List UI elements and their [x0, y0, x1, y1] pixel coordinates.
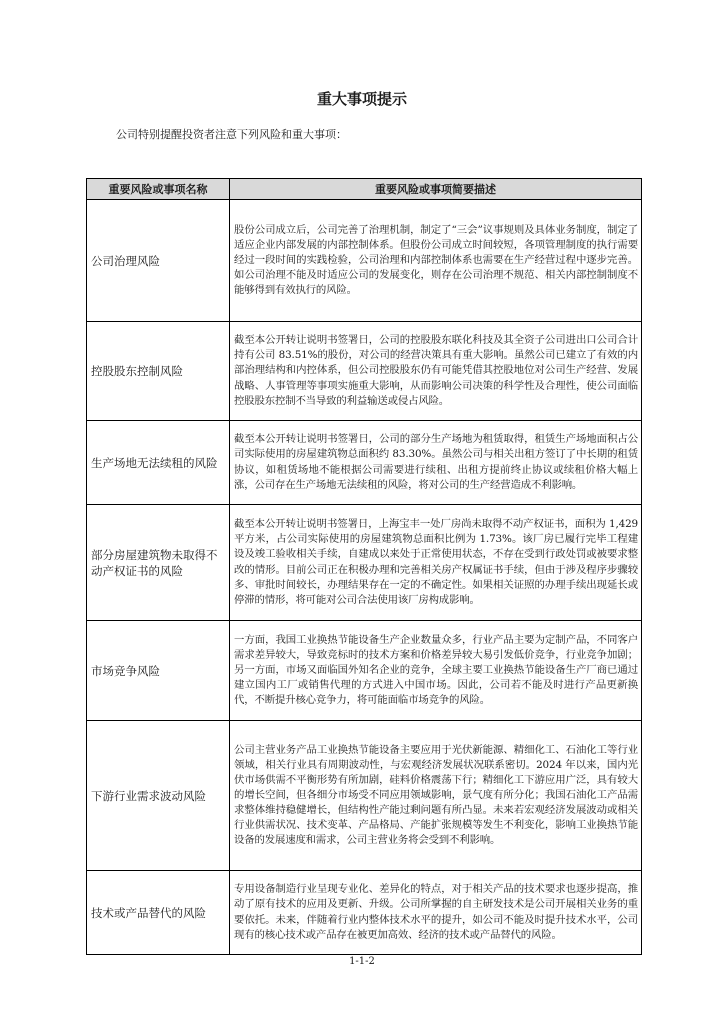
table-row [87, 322, 642, 421]
table-row [87, 421, 642, 505]
risk-description-cell: 截至本公开转让说明书签署日，公司的部分生产场地为租赁取得，租赁生产场地面积占公司实际使用的房屋建筑物总面积约 83.30%。虽然公司与相关出租方签订了中长期的租赁协议，如租赁场地不能根据公司需要进行续租、出租方提前终止协议或续租价格大幅上涨，公司存在生产场地无法续租的风险，将对公司的生产经营造成不利影响。 [230, 421, 642, 505]
table-row [87, 200, 642, 322]
risk-name-cell: 控股股东控制风险 [87, 322, 230, 421]
risk-name-cell: 生产场地无法续租的风险 [87, 421, 230, 505]
table-header-row [87, 179, 642, 200]
header-risk-name: 重要风险或事项名称 [87, 179, 230, 200]
table-row [87, 505, 642, 621]
table-row [87, 871, 642, 955]
risk-description-cell: 股份公司成立后，公司完善了治理机制，制定了“三会”议事规则及具体业务制度，制定了适应企业内部发展的内部控制体系。但股份公司成立时间较短，各项管理制度的执行需要经过一段时间的实践检验，公司治理和内部控制体系也需要在生产经营过程中逐步完善。如公司治理不能及时适应公司的发展变化，则存在公司治理不规范、相关内部控制制度不能够得到有效执行的风险。 [230, 200, 642, 322]
table-row [87, 721, 642, 871]
risk-description-cell: 一方面，我国工业换热节能设备生产企业数量众多，行业产品主要为定制产品，不同客户需求差异较大，导致竞标时的技术方案和价格差异较大易引发低价竞争，行业竞争加剧；另一方面，市场又面临国外知名企业的竞争，全球主要工业换热节能设备生产厂商已通过建立国内工厂或销售代理的方式进入中国市场。因此，公司若不能及时进行产品更新换代，不断提升核心竞争力，将可能面临市场竞争的风险。 [230, 621, 642, 721]
page-number: 1-1-2 [349, 956, 375, 967]
risk-description-cell: 截至本公开转让说明书签署日，公司的控股股东联化科技及其全资子公司进出口公司合计持有公司 83.51%的股份，对公司的经营决策具有重大影响。虽然公司已建立了有效的内部治理结构和内控体系，但公司控股股东仍有可能凭借其控股地位对公司生产经营、发展战略、人事管理等事项实施重大影响，从而影响公司决策的科学性及合理性，使公司面临控股股东控制不当导致的利益输送或侵占风险。 [230, 322, 642, 421]
risk-name-cell: 技术或产品替代的风险 [87, 871, 230, 955]
risk-name-cell: 公司治理风险 [87, 200, 230, 322]
risk-table [86, 178, 642, 955]
risk-name-cell: 市场竞争风险 [87, 621, 230, 721]
intro-text: 公司特别提醒投资者注意下列风险和重大事项： [116, 128, 347, 141]
risk-name-cell: 下游行业需求波动风险 [87, 721, 230, 871]
risk-description-cell: 截至本公开转让说明书签署日，上海宝丰一处厂房尚未取得不动产权证书，面积为 1,429 平方米，占公司实际使用的房屋建筑物总面积比例为 1.73%。该厂房已履行完毕工程建设及竣工验收相关手续，自建成以来处于正常使用状态，不存在受到行政处罚或被要求整改的情形。目前公司正在积极办理和完善相关房产权属证书手续，但由于涉及程序步骤较多、审批时间较长，办理结果存在一定的不确定性。如果相关证照的办理手续出现延长或停滞的情形，将可能对公司合法使用该厂房构成影响。 [230, 505, 642, 621]
table-row [87, 621, 642, 721]
header-risk-description: 重要风险或事项简要描述 [230, 179, 642, 200]
risk-name-cell: 部分房屋建筑物未取得不动产权证书的风险 [87, 505, 230, 621]
page-title: 重大事项提示 [316, 90, 407, 108]
risk-description-cell: 公司主营业务产品工业换热节能设备主要应用于光伏新能源、精细化工、石油化工等行业领域，相关行业具有周期波动性，与宏观经济发展状况联系密切。2024 年以来，国内光伏市场供需不平衡形势有所加剧，硅料价格震荡下行；精细化工下游应用广泛，具有较大的增长空间，但各细分市场受不同应用领域影响，景气度有所分化；我国石油化工产品需求整体维持稳健增长，但结构性产能过剩问题有所凸显。未来若宏观经济发展波动或相关行业供需状况、技术变革、产品格局、产能扩张规模等发生不利变化，影响工业换热节能设备的发展速度和需求，公司主营业务将会受到不利影响。 [230, 721, 642, 871]
risk-description-cell: 专用设备制造行业呈现专业化、差异化的特点，对于相关产品的技术要求也逐步提高，推动了原有技术的应用及更新、升级。公司所掌握的自主研发技术是公司开展相关业务的重要依托。未来，伴随着行业内整体技术水平的提升，如公司不能及时提升技术水平，公司现有的核心技术或产品存在被更加高效、经济的技术或产品替代的风险。 [230, 871, 642, 955]
